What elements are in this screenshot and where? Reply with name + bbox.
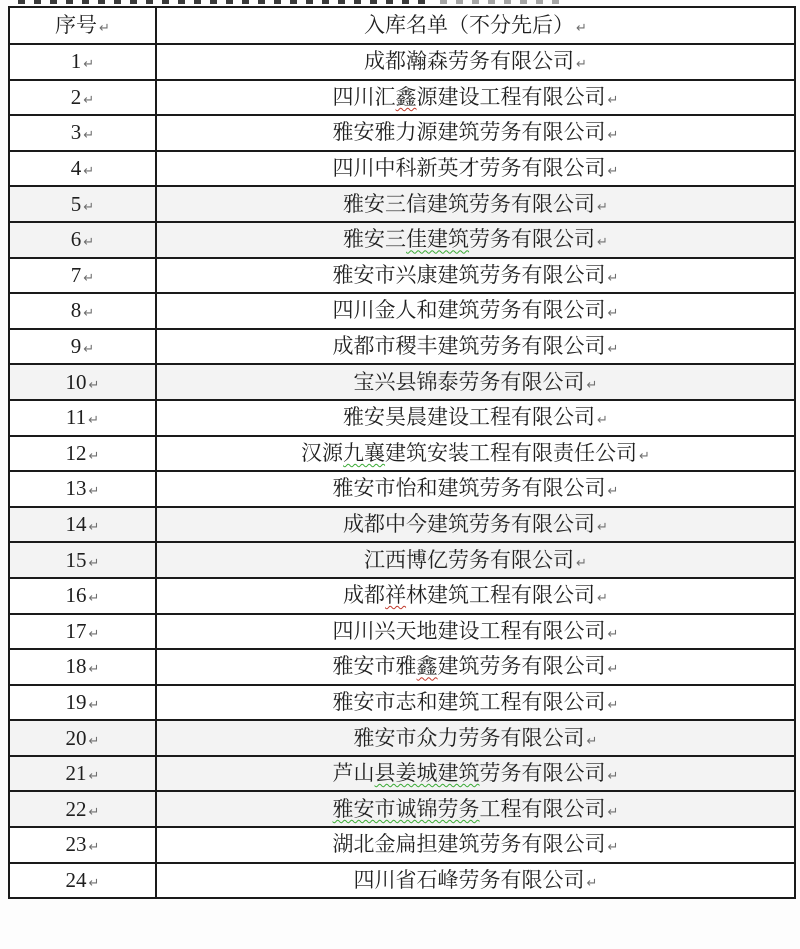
company-name-segment: 工程有限公司 [479,796,606,821]
paragraph-mark-icon: ↵ [597,591,608,607]
paragraph-mark-icon: ↵ [99,21,110,36]
company-name-segment: 雅安市志和建筑工程有限公司 [332,689,606,714]
company-name-segment: 雅安市怡和建筑劳务有限公司 [332,476,606,501]
cropped-line-remnant [440,0,560,4]
company-name-cell [156,436,795,472]
company-name-segment: 成都瀚森劳务有限公司 [364,49,575,74]
company-name-cell [156,863,795,899]
company-name-segment: 建筑劳务有限公司 [437,654,606,679]
paragraph-mark-icon: ↵ [607,840,619,856]
row-index-cell [9,329,156,365]
row-index: 18 [65,654,87,679]
paragraph-mark-icon: ↵ [88,591,100,607]
table-row [9,720,795,756]
paragraph-mark-icon: ↵ [607,697,619,713]
paragraph-mark-icon: ↵ [88,697,100,713]
table-row [9,578,795,614]
paragraph-mark-icon: ↵ [88,875,100,891]
paragraph-mark-icon: ↵ [576,21,587,36]
row-index-cell [9,685,156,721]
row-index-cell [9,115,156,151]
table-row [9,542,795,578]
cropped-line-remnant [18,0,428,4]
paragraph-mark-icon: ↵ [607,662,619,678]
header-name-label: 入库名单（不分先后） [364,13,575,37]
row-index-cell [9,151,156,187]
company-name-segment: 源建设工程有限公司 [416,84,606,109]
company-name-segment: 江西博亿劳务有限公司 [364,547,575,572]
row-index: 23 [65,832,87,857]
row-index: 11 [65,405,87,430]
row-index-cell [9,507,156,543]
company-name-segment-misspelled: 鑫 [416,654,438,679]
row-index: 8 [70,298,82,323]
paragraph-mark-icon: ↵ [83,164,95,180]
paragraph-mark-icon: ↵ [586,733,598,749]
paragraph-mark-icon: ↵ [607,804,619,820]
paragraph-mark-icon: ↵ [607,342,619,358]
row-index: 10 [65,369,87,394]
company-name-cell [156,542,795,578]
company-name-segment: 雅安雅力源建筑劳务有限公司 [332,120,606,145]
row-index-cell [9,471,156,507]
row-index-cell [9,578,156,614]
paragraph-mark-icon: ↵ [639,448,650,464]
paragraph-mark-icon: ↵ [607,164,619,180]
table-row [9,507,795,543]
table-row [9,863,795,899]
header-cell-name [156,7,795,44]
company-name-segment: 四川金人和建筑劳务有限公司 [332,298,606,323]
paragraph-mark-icon: ↵ [607,484,619,500]
company-name-segment: 成都中今建筑劳务有限公司 [343,512,596,537]
company-name-segment: 雅安三信建筑劳务有限公司 [343,191,596,216]
paragraph-mark-icon: ↵ [576,57,587,73]
company-name-segment: 四川中科新英才劳务有限公司 [332,156,606,181]
paragraph-mark-icon: ↵ [607,128,619,144]
paragraph-mark-icon: ↵ [576,555,587,571]
paragraph-mark-icon: ↵ [607,270,619,286]
company-name-cell [156,578,795,614]
table-row [9,756,795,792]
paragraph-mark-icon: ↵ [597,235,608,251]
row-index-cell [9,293,156,329]
table-row [9,44,795,80]
company-name-segment-misspelled: 佳建筑 [406,227,470,252]
row-index: 22 [65,796,87,821]
paragraph-mark-icon: ↵ [607,92,619,108]
row-index: 1 [70,49,82,74]
header-row [9,7,795,44]
company-name-cell [156,649,795,685]
table-row [9,827,795,863]
row-index: 19 [65,689,87,714]
row-index-cell [9,827,156,863]
row-index-cell [9,80,156,116]
company-name-segment-misspelled: 九襄 [343,440,386,465]
row-index: 2 [70,84,82,109]
company-name-segment: 雅安市众力劳务有限公司 [353,725,585,750]
company-name-segment-misspelled: 雅安市诚锦劳务 [332,796,480,821]
company-name-segment: 建筑安装工程有限责任公司 [385,440,638,465]
paragraph-mark-icon: ↵ [88,733,100,749]
company-name-cell [156,471,795,507]
company-name-cell [156,685,795,721]
row-index-cell [9,720,156,756]
company-name-cell [156,44,795,80]
company-name-cell [156,720,795,756]
paragraph-mark-icon: ↵ [83,342,95,358]
table-row [9,258,795,294]
paragraph-mark-icon: ↵ [88,840,100,856]
paragraph-mark-icon: ↵ [586,875,598,891]
paragraph-mark-icon: ↵ [83,306,95,322]
paragraph-mark-icon: ↵ [83,270,95,286]
company-name-segment: 雅安市兴康建筑劳务有限公司 [332,262,606,287]
paragraph-mark-icon: ↵ [88,377,100,393]
row-index-cell [9,614,156,650]
table-row [9,186,795,222]
paragraph-mark-icon: ↵ [83,199,95,215]
paragraph-mark-icon: ↵ [83,235,95,251]
company-name-cell [156,791,795,827]
table-row [9,614,795,650]
paragraph-mark-icon: ↵ [88,448,100,464]
row-index-cell [9,436,156,472]
row-index: 24 [65,867,87,892]
company-name-segment: 汉源 [301,440,344,465]
company-name-segment: 芦山 [332,761,375,786]
company-name-segment: 劳务有限公司 [469,227,596,252]
paragraph-mark-icon: ↵ [586,377,598,393]
company-name-cell [156,400,795,436]
table-row [9,400,795,436]
roster-table [8,6,796,899]
paragraph-mark-icon: ↵ [88,804,100,820]
paragraph-mark-icon: ↵ [597,199,608,215]
header-cell-index [9,7,156,44]
row-index: 3 [70,120,82,145]
row-index-cell [9,258,156,294]
company-name-cell [156,293,795,329]
paragraph-mark-icon: ↵ [88,662,100,678]
row-index-cell [9,863,156,899]
row-index: 20 [65,725,87,750]
paragraph-mark-icon: ↵ [88,520,100,536]
table-row [9,436,795,472]
company-name-segment-misspelled: 县姜城建筑 [374,761,480,786]
company-name-segment: 雅安三 [343,227,407,252]
paragraph-mark-icon: ↵ [597,520,608,536]
row-index: 15 [65,547,87,572]
company-name-segment-misspelled: 鑫 [395,84,417,109]
table-row [9,364,795,400]
paragraph-mark-icon: ↵ [607,769,619,785]
company-name-cell [156,151,795,187]
row-index-cell [9,44,156,80]
company-name-cell [156,222,795,258]
table-row [9,685,795,721]
paragraph-mark-icon: ↵ [607,626,619,642]
company-name-cell [156,115,795,151]
row-index-cell [9,400,156,436]
company-name-segment: 林建筑工程有限公司 [406,583,596,608]
company-name-cell [156,364,795,400]
company-name-cell [156,258,795,294]
paragraph-mark-icon: ↵ [83,128,95,144]
company-name-cell [156,186,795,222]
table-row [9,293,795,329]
table-row [9,115,795,151]
company-name-segment: 雅安市雅 [332,654,417,679]
company-name-cell [156,329,795,365]
paragraph-mark-icon: ↵ [607,306,619,322]
row-index-cell [9,364,156,400]
company-name-cell [156,827,795,863]
company-name-segment: 成都 [343,583,386,608]
table-row [9,80,795,116]
row-index: 5 [70,191,82,216]
row-index: 21 [65,761,87,786]
company-name-segment: 四川省石峰劳务有限公司 [353,867,585,892]
company-name-segment: 劳务有限公司 [479,761,606,786]
table-row [9,222,795,258]
company-name-segment-misspelled: 祥 [385,583,407,608]
row-index: 16 [65,583,87,608]
row-index-cell [9,186,156,222]
row-index: 12 [65,440,87,465]
row-index-cell [9,542,156,578]
paragraph-mark-icon: ↵ [83,57,95,73]
paragraph-mark-icon: ↵ [597,413,608,429]
header-index-label: 序号 [55,13,98,37]
paragraph-mark-icon: ↵ [88,555,100,571]
table-row [9,791,795,827]
table-row [9,151,795,187]
row-index-cell [9,756,156,792]
company-name-cell [156,756,795,792]
row-index: 7 [70,262,82,287]
row-index: 13 [65,476,87,501]
paragraph-mark-icon: ↵ [83,92,95,108]
company-name-cell [156,80,795,116]
company-name-segment: 成都市稷丰建筑劳务有限公司 [332,334,606,359]
row-index: 17 [65,618,87,643]
table-row [9,329,795,365]
paragraph-mark-icon: ↵ [88,484,100,500]
paragraph-mark-icon: ↵ [88,626,100,642]
row-index-cell [9,222,156,258]
row-index-cell [9,791,156,827]
company-name-segment: 湖北金扁担建筑劳务有限公司 [332,832,606,857]
company-name-segment: 雅安昊晨建设工程有限公司 [343,405,596,430]
table-row [9,649,795,685]
row-index-cell [9,649,156,685]
company-name-segment: 四川汇 [332,84,396,109]
company-name-cell [156,614,795,650]
row-index: 9 [70,334,82,359]
row-index: 6 [70,227,82,252]
roster-table-body [9,44,795,898]
company-name-segment: 四川兴天地建设工程有限公司 [332,618,606,643]
company-name-segment: 宝兴县锦泰劳务有限公司 [353,369,585,394]
paragraph-mark-icon: ↵ [88,769,100,785]
row-index: 4 [70,156,82,181]
company-name-cell [156,507,795,543]
row-index: 14 [65,512,87,537]
paragraph-mark-icon: ↵ [88,413,100,429]
table-row [9,471,795,507]
roster-table-header [9,7,795,44]
